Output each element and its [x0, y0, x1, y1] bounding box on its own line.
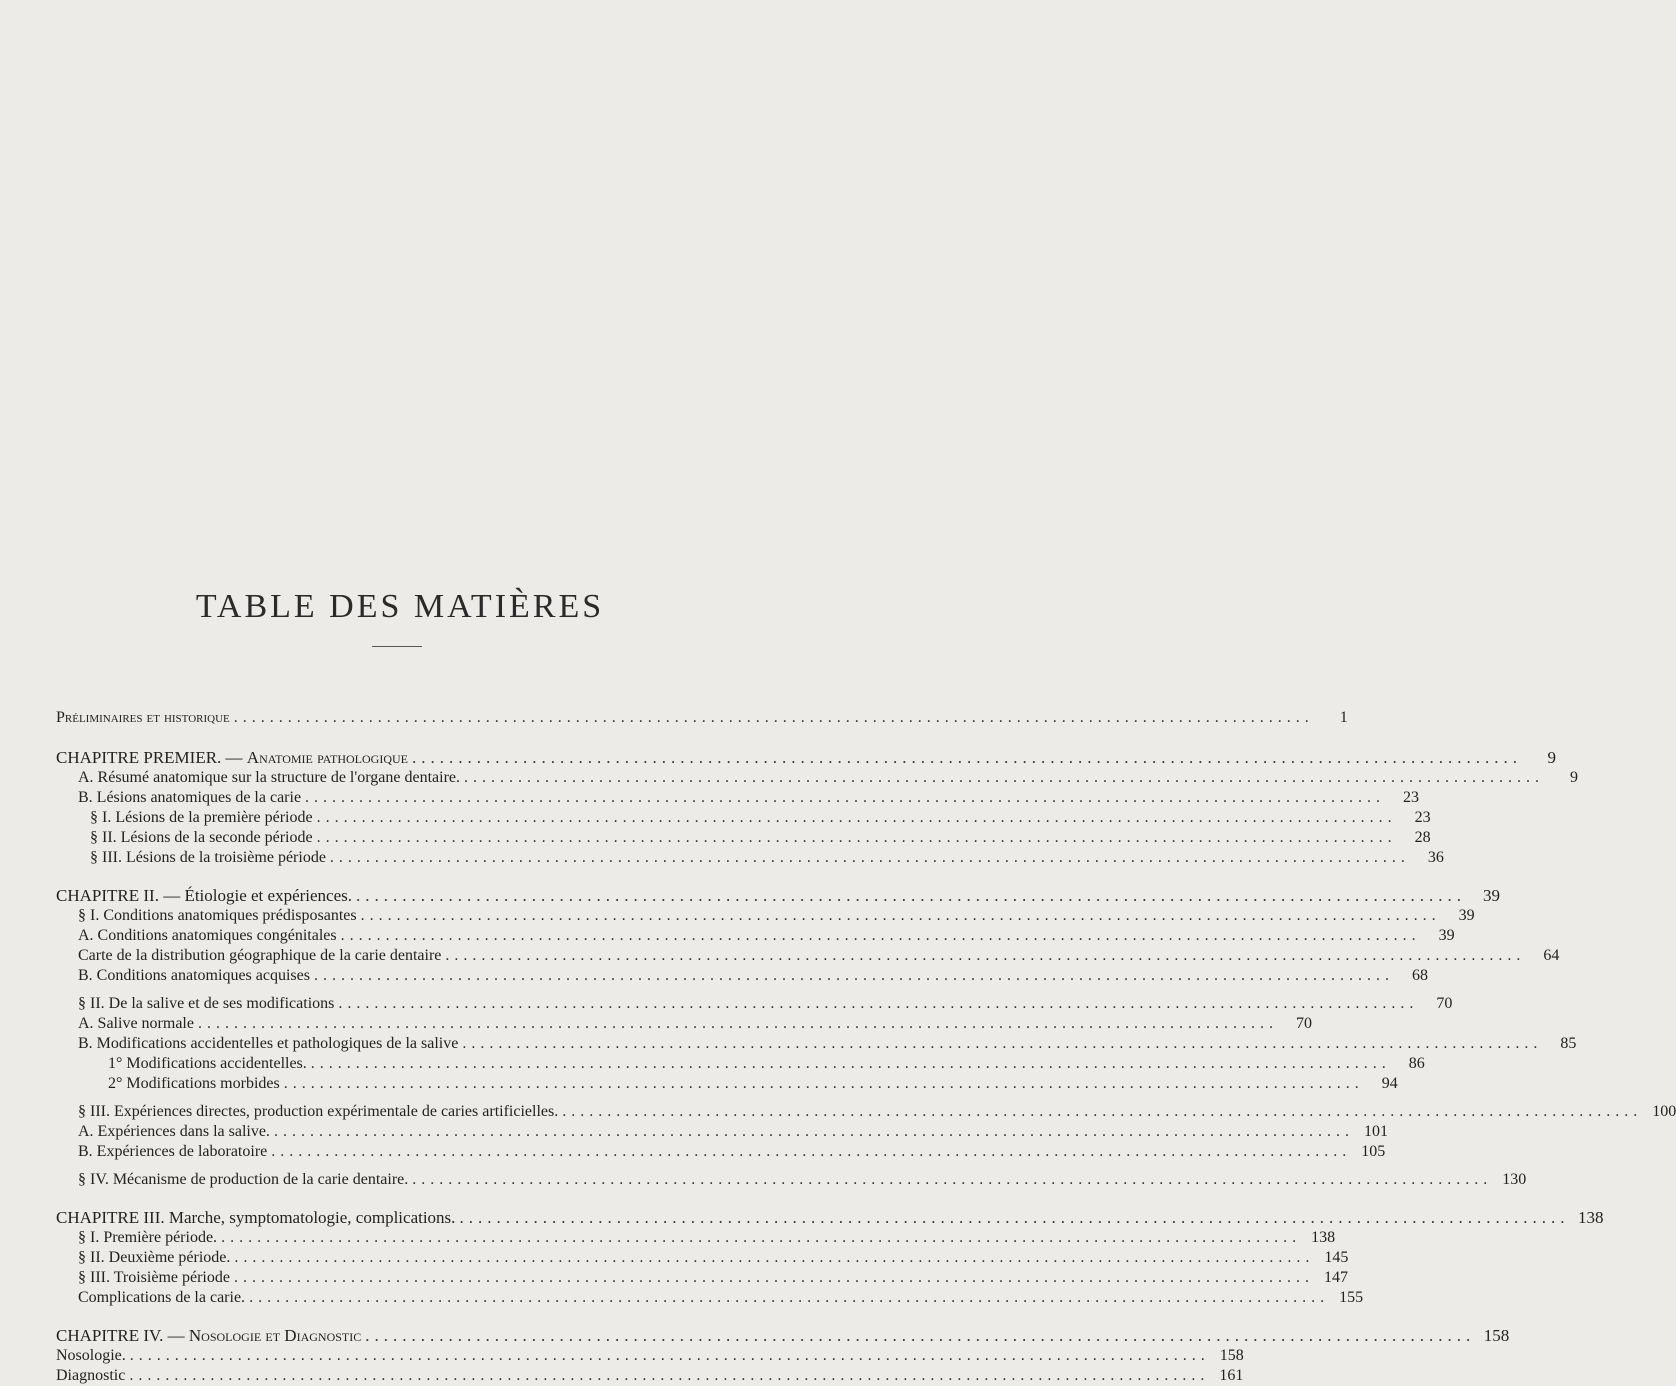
toc-page-number: 23 — [1414, 809, 1431, 826]
chapter-heading: CHAPITRE PREMIER. — — [56, 748, 247, 767]
toc-entry — [56, 946, 1560, 966]
toc-label: B. Modifications accidentelles et pathologiques de la salive — [78, 1035, 459, 1052]
toc-entry — [56, 966, 1428, 986]
toc-label: § II. De la salive et de ses modifications — [78, 995, 335, 1012]
toc-label: § I. Conditions anatomiques prédisposantes — [78, 907, 357, 924]
toc-label: A. Résumé anatomique sur la structure de l'organe dentaire. — [78, 769, 461, 786]
toc-label: § IV. Mécanisme de production de la carie dentaire. — [78, 1171, 409, 1188]
toc-page-number: 145 — [1324, 1249, 1349, 1266]
toc-label: 1° Modifications accidentelles. — [108, 1055, 307, 1072]
toc-label: B. Expériences de laboratoire — [78, 1143, 268, 1160]
dot-leader: ........................................................................................................................ — [234, 1249, 1315, 1266]
toc-page-number: 161 — [1219, 1367, 1244, 1384]
toc-label: B. Conditions anatomiques acquises — [78, 967, 310, 984]
toc-page-number: 105 — [1361, 1143, 1386, 1160]
dot-leader: ........................................................................................................................ — [283, 1075, 1364, 1092]
toc-entry — [56, 1122, 1388, 1142]
toc-page-number: 158 — [1483, 1326, 1510, 1345]
dot-leader: ........................................................................................................................ — [464, 769, 1545, 786]
toc-page-number: 138 — [1311, 1229, 1336, 1246]
dot-leader: ........................................................................................................................ — [305, 789, 1386, 806]
toc-page-number: 36 — [1427, 849, 1444, 866]
dot-leader: ........................................................................................................................ — [221, 1229, 1302, 1246]
toc-entry — [56, 828, 1431, 848]
toc-page-number: 100 — [1652, 1103, 1676, 1120]
dot-leader: ........................................................................................................................ — [462, 1035, 1543, 1052]
toc-label: Carte de la distribution géographique de la carie dentaire — [78, 947, 442, 964]
toc-entry — [56, 1248, 1349, 1268]
chapter-subject: Anatomie pathologique — [246, 748, 408, 767]
toc-entry — [56, 1268, 1348, 1288]
toc-label: Diagnostic — [56, 1367, 126, 1384]
toc-label: 2° Modifications morbides — [108, 1075, 280, 1092]
toc-label: Nosologie. — [56, 1347, 126, 1364]
toc-entry — [56, 1170, 1527, 1190]
toc-entry — [56, 1346, 1244, 1366]
dot-leader: ........................................................................................................................ — [445, 947, 1526, 964]
toc-page-number: 70 — [1436, 995, 1453, 1012]
title-divider — [372, 646, 422, 647]
toc-entry — [56, 1034, 1577, 1054]
chapter-subject: Nosologie et Diagnostic — [188, 1326, 362, 1345]
toc-label: A. Expériences dans la salive. — [78, 1123, 270, 1140]
toc-page-number: 1 — [1339, 709, 1348, 726]
toc-page-number: 94 — [1381, 1075, 1398, 1092]
toc-label — [56, 748, 408, 768]
toc-entry-chapter-1 — [56, 748, 1556, 768]
toc-page-number: 101 — [1363, 1123, 1388, 1140]
toc-label: § III. Troisième période — [78, 1269, 230, 1286]
toc-entry — [56, 906, 1475, 926]
toc-entry — [56, 1366, 1244, 1386]
toc-entry — [56, 788, 1420, 808]
toc-entry — [56, 808, 1431, 828]
toc-entry-preliminaires — [56, 708, 1348, 728]
chapter-heading: CHAPITRE IV. — — [56, 1326, 189, 1345]
toc-label: B. Lésions anatomiques de la carie — [78, 789, 302, 806]
toc-entry — [56, 1288, 1364, 1308]
toc-page-number: 70 — [1295, 1015, 1312, 1032]
toc-label: § II. Deuxième période. — [78, 1249, 231, 1266]
toc-page-number: 64 — [1543, 947, 1560, 964]
toc-label: A. Salive normale — [78, 1015, 194, 1032]
toc-page-number: 158 — [1219, 1347, 1244, 1364]
toc-label: § II. Lésions de la seconde période — [90, 829, 313, 846]
dot-leader: ........................................................................................................................ — [340, 927, 1421, 944]
toc-page-number: 39 — [1458, 907, 1475, 924]
toc-page-number: 68 — [1411, 967, 1428, 984]
toc-page-number: 28 — [1414, 829, 1431, 846]
toc-label: § III. Lésions de la troisième période — [90, 849, 326, 866]
toc-page-number: 23 — [1403, 789, 1420, 806]
toc-label: Complications de la carie. — [78, 1289, 246, 1306]
toc-entry — [56, 994, 1453, 1014]
dot-leader: ........................................................................................................................ — [360, 907, 1441, 924]
dot-leader: ........................................................................................................................ — [271, 1143, 1352, 1160]
toc-page-number: 39 — [1483, 886, 1501, 905]
toc-entry — [56, 1074, 1398, 1094]
dot-leader: ........................................................................................................................ — [562, 1103, 1643, 1120]
dot-leader: ........................................................................................................................ — [459, 1208, 1570, 1227]
dot-leader: ........................................................................................................................ — [412, 748, 1522, 767]
toc-entry — [56, 768, 1579, 788]
dot-leader: ........................................................................................................................ — [313, 967, 1394, 984]
toc-label: A. Conditions anatomiques congénitales — [78, 927, 337, 944]
toc-page-number: 9 — [1547, 748, 1556, 767]
toc-entry — [56, 1102, 1676, 1122]
toc-page-number: 85 — [1560, 1035, 1577, 1052]
toc-page-number: 9 — [1570, 769, 1579, 786]
dot-leader: ........................................................................................................................ — [197, 1015, 1278, 1032]
toc-page-number: 130 — [1502, 1171, 1527, 1188]
dot-leader: ........................................................................................................................ — [249, 1289, 1330, 1306]
dot-leader: ........................................................................................................................ — [233, 709, 1314, 726]
toc-label: CHAPITRE III. Marche, symptomatologie, complications. — [56, 1208, 456, 1227]
dot-leader: ........................................................................................................................ — [129, 1347, 1210, 1364]
toc-entry — [56, 1228, 1336, 1248]
toc-entry — [56, 1054, 1425, 1074]
toc-entry-chapter-3 — [56, 1208, 1604, 1228]
toc-label — [56, 1326, 361, 1346]
dot-leader: ........................................................................................................................ — [316, 829, 1397, 846]
dot-leader: ........................................................................................................................ — [338, 995, 1419, 1012]
toc-label: § III. Expériences directes, production expérimentale de caries artificielles. — [78, 1103, 559, 1120]
dot-leader: ........................................................................................................................ — [233, 1269, 1314, 1286]
dot-leader: ........................................................................................................................ — [356, 886, 1467, 905]
dot-leader: ........................................................................................................................ — [412, 1171, 1493, 1188]
toc-entry — [56, 848, 1444, 868]
toc-page-number: 138 — [1577, 1208, 1604, 1227]
toc-entry-chapter-4 — [56, 1326, 1510, 1346]
toc-entry-chapter-2 — [56, 886, 1501, 906]
toc-label: Préliminaires et historique — [56, 709, 230, 726]
toc-page-number: 147 — [1323, 1269, 1348, 1286]
toc-page-number: 155 — [1339, 1289, 1364, 1306]
toc-label: § I. Première période. — [78, 1229, 218, 1246]
toc-page-number: 39 — [1438, 927, 1455, 944]
toc-page-number: 86 — [1408, 1055, 1425, 1072]
dot-leader: ........................................................................................................................ — [329, 849, 1410, 866]
dot-leader: ........................................................................................................................ — [129, 1367, 1210, 1384]
toc-entry — [56, 1014, 1312, 1034]
dot-leader: ........................................................................................................................ — [310, 1055, 1391, 1072]
toc-entry — [56, 1142, 1386, 1162]
page-title: TABLE DES MATIÈRES — [195, 588, 605, 625]
toc-entry — [56, 926, 1455, 946]
toc-label: CHAPITRE II. — Étiologie et expériences. — [56, 886, 353, 905]
toc-label: § I. Lésions de la première période — [90, 809, 313, 826]
dot-leader: ........................................................................................................................ — [365, 1326, 1476, 1345]
dot-leader: ........................................................................................................................ — [273, 1123, 1354, 1140]
dot-leader: ........................................................................................................................ — [316, 809, 1397, 826]
